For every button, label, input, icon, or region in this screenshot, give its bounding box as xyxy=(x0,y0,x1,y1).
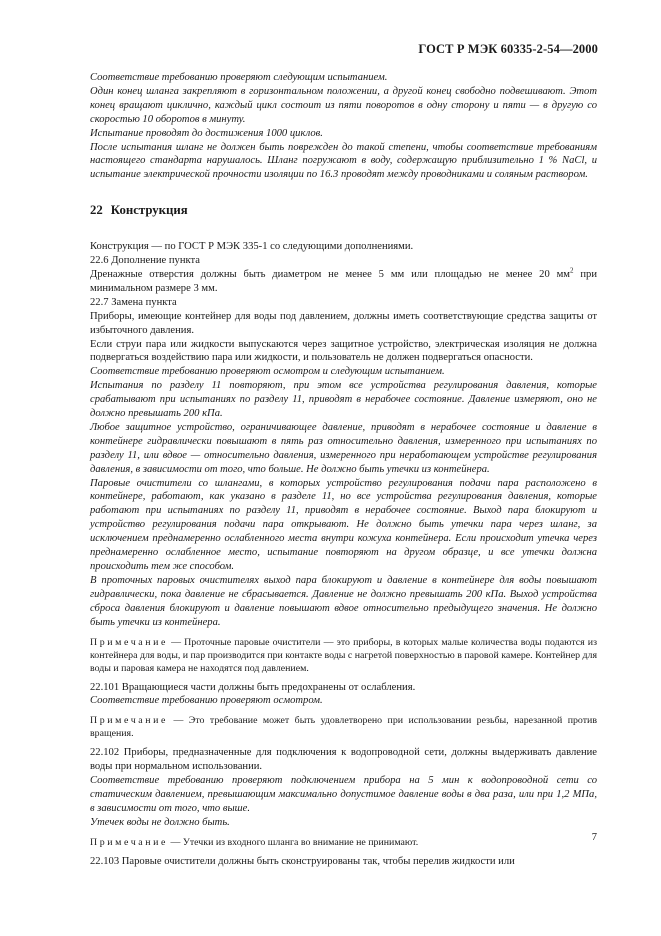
clause-22-7-para-6: Паровые очистители со шлангами, в которых устройство регулирования подачи пара расположено в контейнере, работают, как указано в разделе 11, но все устройства регулирования давления, которые работают при испытаниях по разделу 11, приводят в нерабочее состояние. Выход пара блокируют и устройство регулирования подачи пара открывают. Не должно быть утечки пара через шланг, за исключением преднамеренно ослабленного места внутри кожуха контейнера. Если происходит утечка через преднамеренно ослабленное место, испытание повторяют на другом образце, и все утечки должна происходить тем же способом. xyxy=(90,477,597,572)
document-body xyxy=(90,71,597,869)
note-3-label: Примечание xyxy=(90,836,169,848)
clause-22-7-para-2: Если струи пара или жидкости выпускаются через защитное устройство, электрическая изоляция не должна подвергаться воздействию пара или жидкости, и пользователь не должен подвергаться опасности. xyxy=(90,338,597,364)
note-3 xyxy=(90,836,597,849)
note-2-label: Примечание xyxy=(90,715,169,727)
clause-22-7-check: Соответствие требованию проверяют осмотром и следующим испытанием. xyxy=(90,366,445,378)
intro-cycles: Испытание проводят до достижения 1000 циклов. xyxy=(90,127,323,139)
clause-22-7-para-4: Испытания по разделу 11 повторяют, при этом все устройства регулирования давления, которые срабатывают при испытаниях по разделу 11, приводят в нерабочее состояние. Давление измеряют, оно не должно превышать 200 кПа. xyxy=(90,380,597,420)
clause-22-7-heading: 22.7 Замена пункта xyxy=(90,296,177,308)
clause-22-103: 22.103 Паровые очистители должны быть сконструированы так, чтобы перелив жидкости или xyxy=(90,855,515,867)
clause-22-6-heading: 22.6 Дополнение пункта xyxy=(90,255,200,267)
superscript-2: 2 xyxy=(570,266,574,275)
clause-22-102: 22.102 Приборы, предназначенные для подключения к водопроводной сети, должны выдерживать давление воды при нормальном использовании. xyxy=(90,747,597,773)
clause-22-7-para-1: Приборы, имеющие контейнер для воды под давлением, должны иметь соответствующие средства защиты от избыточного давления. xyxy=(90,310,597,336)
clause-22-7-para-7: В проточных паровых очистителях выход пара блокируют и давление в контейнере для воды повышают гидравлически, пока давление не сбрасывается. Давление не должно превышать 200 кПа. Выход устройства сброса давления блокируют и давление повышают вдвое относительно предыдущего значения. Не должно быть утечки из контейнера. xyxy=(90,574,597,628)
page-number: 7 xyxy=(591,832,597,843)
intro-check-line: Соответствие требованию проверяют следующим испытанием. xyxy=(90,72,388,83)
section-title: Конструкция xyxy=(110,203,188,218)
clause-22-102-leak: Утечек воды не должно быть. xyxy=(90,816,230,828)
note-1-label: Примечание xyxy=(90,636,169,648)
clause-22-102-check: Соответствие требованию проверяют подключением прибора на 5 мин к водопроводной сети со статическим давлением, превышающим максимально допустимое давление воды в два раза, или при 1,2 МПа, в зависимости от того, что выше. xyxy=(90,775,597,814)
note-2-text: — Это требование может быть удовлетворено при использовании резьбы, нарезанной против вращения. xyxy=(90,715,597,740)
section-intro: Конструкция — по ГОСТ Р МЭК 335-1 со следующими дополнениями. xyxy=(90,241,414,253)
section-heading xyxy=(90,204,597,218)
note-3-text: — Утечки из входного шланга во внимание не принимают. xyxy=(168,836,419,848)
section-number: 22 xyxy=(90,203,103,218)
document-header: ГОСТ Р МЭК 60335-2-54—2000 xyxy=(418,42,598,56)
note-2 xyxy=(90,714,597,740)
clause-22-7-para-5: Любое защитное устройство, ограничивающее давление, приводят в нерабочее состояние и давление в контейнере гидравлически повышают в пять раз относительно давления, измеренного при испытаниях по разделу 11, или вдвое — относительно давления, измеренного при неработающем устройстве регулирования давления, в зависимости от того, что больше. Не должно быть утечки из контейнера. xyxy=(90,421,597,475)
intro-procedure: Один конец шланга закрепляют в горизонтальном положении, а другой конец свободно подвешивают. Этот конец вращают циклично, каждый цикл состоит из пяти поворотов в одну сторону и пяти — в другую со скоростью 10 оборотов в минуту. xyxy=(90,85,597,125)
note-1 xyxy=(90,636,597,675)
clause-22-101-check: Соответствие требованию проверяют осмотром. xyxy=(90,695,323,707)
clause-22-101: 22.101 Вращающиеся части должны быть предохранены от ослабления. xyxy=(90,681,416,693)
note-1-text: — Проточные паровые очистители — это приборы, в которых малые количества воды подаются из контейнера для воды, и пар производится при контакте воды с нагретой поверхностью в паровой камере. Контейнер для воды и паровая камера не находятся под давлением. xyxy=(90,636,597,674)
intro-after-test: После испытания шланг не должен быть поврежден до такой степени, чтобы соответствие требованиям настоящего стандарта нарушалось. Шланг погружают в воду, содержащую приблизительно 1 % NaCl, и испытание электрической прочности изоляции по 16.3 проводят между проводниками и соляным раствором. xyxy=(90,141,597,181)
clause-22-6-text: Дренажные отверстия должны быть диаметром не менее 5 мм или площадью не менее 20 $мм^2$ при минимальном размере 3 мм. xyxy=(90,266,597,294)
